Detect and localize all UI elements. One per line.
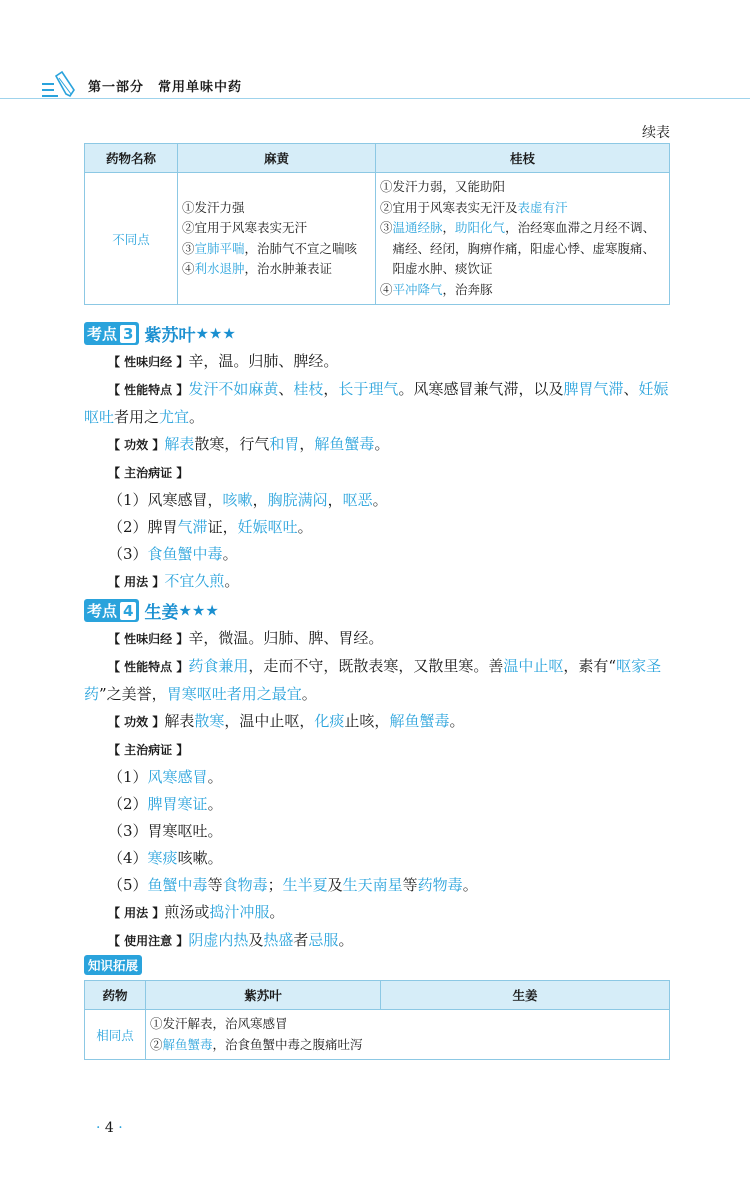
table-row — [85, 173, 670, 305]
chapter-title: 第一部分 常用单味中药 — [88, 80, 243, 95]
paragraph — [84, 818, 670, 845]
body-text: 。风寒感冒兼气滞，以及 — [398, 380, 564, 398]
paragraph — [84, 625, 670, 653]
body-text: ④ — [182, 261, 195, 276]
table-header-row — [85, 144, 670, 173]
highlight-text: 温中止呕 — [503, 657, 564, 675]
paragraph — [84, 708, 670, 736]
body-text: ，温中止呕， — [224, 712, 315, 730]
highlight-text: 化痰 — [314, 712, 345, 730]
paragraph — [84, 487, 670, 514]
body-text: 者用之 — [114, 408, 160, 426]
cell-line — [380, 198, 665, 219]
field-tag: 【 用法 】 — [108, 575, 165, 589]
highlight-text: 散寒 — [194, 712, 225, 730]
field-tag: 【 功效 】 — [108, 715, 165, 729]
pencil-icon — [40, 70, 80, 100]
exam-point-badge — [84, 599, 139, 622]
body-text: ， — [442, 220, 456, 235]
knowledge-extension-label: 知识拓展 — [84, 955, 142, 975]
field-tag: 【 使用注意 】 — [108, 934, 189, 948]
table-header-cell: 麻黄 — [178, 144, 376, 173]
highlight-text: 长于理气 — [338, 380, 399, 398]
highlight-text: 鱼蟹中毒 — [147, 876, 208, 894]
body-text: 煎汤或 — [164, 903, 210, 921]
highlight-text: 药食兼用 — [188, 657, 249, 675]
page-header — [0, 70, 750, 100]
body-text: ② — [150, 1036, 163, 1052]
badge-number: 4 — [120, 602, 136, 620]
highlight-text: 解鱼蟹毒 — [162, 1036, 213, 1052]
mahuang-cell — [178, 173, 376, 305]
body-text: ，治奔豚 — [442, 281, 493, 297]
body-text: 。 — [224, 572, 240, 590]
body-text: 者 — [293, 931, 309, 949]
highlight-text: 食物毒 — [222, 876, 268, 894]
highlight-text: 利水退肿 — [194, 261, 245, 276]
body-text: （5） — [108, 876, 148, 894]
field-tag: 【 性能特点 】 — [108, 660, 189, 674]
highlight-text: 药物毒 — [417, 876, 463, 894]
table-header-cell: 生姜 — [381, 981, 670, 1010]
paragraph — [84, 899, 670, 927]
body-text: 、 — [278, 380, 294, 398]
cell-line — [380, 239, 665, 260]
highlight-text: 寒痰 — [147, 849, 178, 867]
body-text: 辛，温。归肺、脾经。 — [188, 352, 339, 370]
cell-line — [380, 280, 665, 301]
page-number: · 4 · — [96, 1120, 123, 1136]
body-text: （3） — [108, 545, 148, 563]
body-text: 。 — [374, 435, 390, 453]
paragraph — [84, 514, 670, 541]
highlight-text: 脾胃寒证 — [147, 795, 208, 813]
cell-line — [380, 218, 665, 239]
table-header-cell: 药物 — [85, 981, 146, 1010]
paragraph — [84, 653, 670, 708]
paragraph — [84, 348, 670, 376]
body-text: （2）脾胃 — [108, 518, 178, 536]
table-header-cell: 紫苏叶 — [146, 981, 381, 1010]
highlight-text: 气滞 — [177, 518, 208, 536]
body-text: 止咳， — [344, 712, 390, 730]
body-text: 。 — [297, 518, 313, 536]
highlight-text: 生天南星 — [342, 876, 403, 894]
cell-line — [380, 259, 665, 280]
body-text: （1） — [108, 768, 148, 786]
highlight-text: 风寒感冒 — [147, 768, 208, 786]
field-tag: 【 主治病证 】 — [108, 466, 189, 480]
paragraph — [84, 376, 670, 431]
body-text: 。 — [449, 712, 465, 730]
highlight-text: 忌服 — [308, 931, 339, 949]
paragraph — [84, 872, 670, 899]
highlight-text: 呕恶 — [342, 491, 373, 509]
body-text: ； — [267, 876, 283, 894]
body-text: ”之美誉， — [99, 685, 167, 703]
comparison-table-mahuang-guizhi — [84, 143, 670, 305]
body-text: 散寒，行气 — [194, 435, 270, 453]
cell-line — [150, 1014, 665, 1035]
body-text: ②宜用于风寒表实无汗及 — [380, 199, 518, 215]
body-text: 等 — [402, 876, 418, 894]
body-text: 。 — [372, 491, 388, 509]
body-text: 痛经、经闭，胸痹作痛，阳虚心悸、虚寒腹痛、 — [380, 240, 656, 256]
paragraph — [84, 764, 670, 791]
highlight-text: 脾胃气滞 — [563, 380, 624, 398]
highlight-text: 解鱼蟹毒 — [314, 435, 375, 453]
body-text: （4） — [108, 849, 148, 867]
body-text: ②宜用于风寒表实无汗 — [182, 220, 308, 235]
exam-point-badge — [84, 322, 139, 345]
highlight-text: 桂枝 — [293, 380, 324, 398]
body-text: ，素有“ — [563, 657, 617, 675]
highlight-text: 热盛 — [263, 931, 294, 949]
body-text: 及 — [248, 931, 264, 949]
body-text: 、 — [623, 380, 639, 398]
highlight-text: 宣肺平喘 — [194, 240, 245, 256]
body-text: ③ — [182, 240, 195, 256]
paragraph — [84, 736, 670, 764]
highlight-text: 捣汁冲服 — [209, 903, 270, 921]
page-number-value: 4 — [104, 1120, 114, 1136]
header-divider — [0, 98, 750, 99]
body-text: 解表 — [164, 712, 195, 730]
paragraph — [84, 541, 670, 568]
body-text: ，治经寒血滞之月经不调、 — [505, 220, 656, 235]
body-text: 。 — [207, 768, 223, 786]
cell-line — [182, 218, 371, 239]
paragraph — [84, 927, 670, 955]
common-points-cell — [146, 1010, 670, 1060]
cell-line — [182, 259, 371, 280]
field-tag: 【 性味归经 】 — [108, 355, 189, 369]
star-rating: ★★★ — [195, 324, 236, 343]
section-title: 生姜 — [144, 603, 179, 623]
star-rating: ★★★ — [178, 601, 219, 620]
paragraph — [84, 459, 670, 487]
body-text: ， — [252, 491, 268, 509]
row-label: 不同点 — [85, 173, 178, 305]
section-heading-shengjiang — [84, 598, 219, 623]
body-text: 。 — [338, 931, 354, 949]
row-label: 相同点 — [85, 1010, 146, 1060]
shengjiang-body — [84, 625, 670, 955]
body-text: 辛，微温。归肺、脾、胃经。 — [188, 629, 384, 647]
body-text: 。 — [301, 685, 317, 703]
zisuye-body — [84, 348, 670, 596]
highlight-text: 咳嗽 — [222, 491, 253, 509]
cell-line — [150, 1035, 665, 1056]
cell-line — [182, 239, 371, 260]
highlight-text: 和胃 — [269, 435, 300, 453]
body-text: ， — [299, 435, 315, 453]
highlight-text: 解鱼蟹毒 — [389, 712, 450, 730]
paragraph — [84, 791, 670, 818]
highlight-text: 胸脘满闷 — [267, 491, 328, 509]
highlight-text: 呕家圣药 — [84, 657, 662, 703]
guizhi-cell — [376, 173, 670, 305]
body-text: （2） — [108, 795, 148, 813]
field-tag: 【 性味归经 】 — [108, 632, 189, 646]
body-text: （1）风寒感冒， — [108, 491, 223, 509]
table-header-cell: 桂枝 — [376, 144, 670, 173]
body-text: 。 — [222, 545, 238, 563]
section-title: 紫苏叶 — [144, 326, 196, 346]
highlight-text: 助阳化气 — [455, 220, 506, 235]
body-text: 。 — [269, 903, 285, 921]
body-text: 及 — [327, 876, 343, 894]
field-tag: 【 性能特点 】 — [108, 383, 189, 397]
highlight-text: 表虚有汗 — [517, 199, 568, 215]
highlight-text: 温通经脉 — [392, 220, 443, 235]
table-row — [85, 1010, 670, 1060]
section-heading-zisuye — [84, 321, 236, 346]
cell-line — [182, 198, 371, 219]
body-text: 。 — [207, 795, 223, 813]
body-text: ，治食鱼蟹中毒之腹痛吐泻 — [212, 1036, 363, 1052]
body-text: ①发汗解表，治风寒感冒 — [150, 1016, 288, 1031]
badge-number: 3 — [120, 325, 136, 343]
body-text: 咳嗽。 — [177, 849, 223, 867]
badge-label: 考点 — [87, 602, 118, 620]
body-text: ，治水肿兼表证 — [244, 261, 333, 276]
table-header-cell: 药物名称 — [85, 144, 178, 173]
paragraph — [84, 568, 670, 596]
cell-line — [380, 177, 665, 198]
paragraph — [84, 845, 670, 872]
paragraph — [84, 431, 670, 459]
field-tag: 【 用法 】 — [108, 906, 165, 920]
body-text: ，治肺气不宣之喘咳 — [244, 240, 358, 256]
body-text: ④ — [380, 281, 393, 297]
table-header-row — [85, 981, 670, 1010]
highlight-text: 发汗不如麻黄 — [188, 380, 279, 398]
highlight-text: 尤宜 — [159, 408, 190, 426]
highlight-text: 妊娠呕吐 — [237, 518, 298, 536]
field-tag: 【 功效 】 — [108, 438, 165, 452]
body-text: ， — [327, 491, 343, 509]
body-text: ①发汗力强 — [182, 199, 245, 215]
highlight-text: 解表 — [164, 435, 195, 453]
body-text: 。 — [189, 408, 205, 426]
body-text: 证， — [207, 518, 238, 536]
body-text: 阳虚水肿、痰饮证 — [380, 261, 493, 276]
body-text: （3）胃寒呕吐。 — [108, 822, 223, 840]
badge-label: 考点 — [87, 325, 118, 343]
highlight-text: 生半夏 — [282, 876, 328, 894]
body-text: ③ — [380, 220, 393, 235]
comparison-table-zisuye-shengjiang — [84, 980, 670, 1060]
field-tag: 【 主治病证 】 — [108, 743, 189, 757]
highlight-text: 食鱼蟹中毒 — [147, 545, 223, 563]
body-text: 等 — [207, 876, 223, 894]
body-text: ， — [323, 380, 339, 398]
body-text: 。 — [462, 876, 478, 894]
body-text: ，走而不守，既散表寒，又散里寒。善 — [248, 657, 504, 675]
highlight-text: 胃寒呕吐者用之最宜 — [166, 685, 302, 703]
continued-label: 续表 — [642, 125, 670, 141]
highlight-text: 不宜久煎 — [164, 572, 225, 590]
body-text: ①发汗力弱，又能助阳 — [380, 179, 506, 194]
highlight-text: 妊娠呕吐 — [84, 380, 669, 426]
highlight-text: 阴虚内热 — [188, 931, 249, 949]
highlight-text: 平冲降气 — [392, 281, 443, 297]
